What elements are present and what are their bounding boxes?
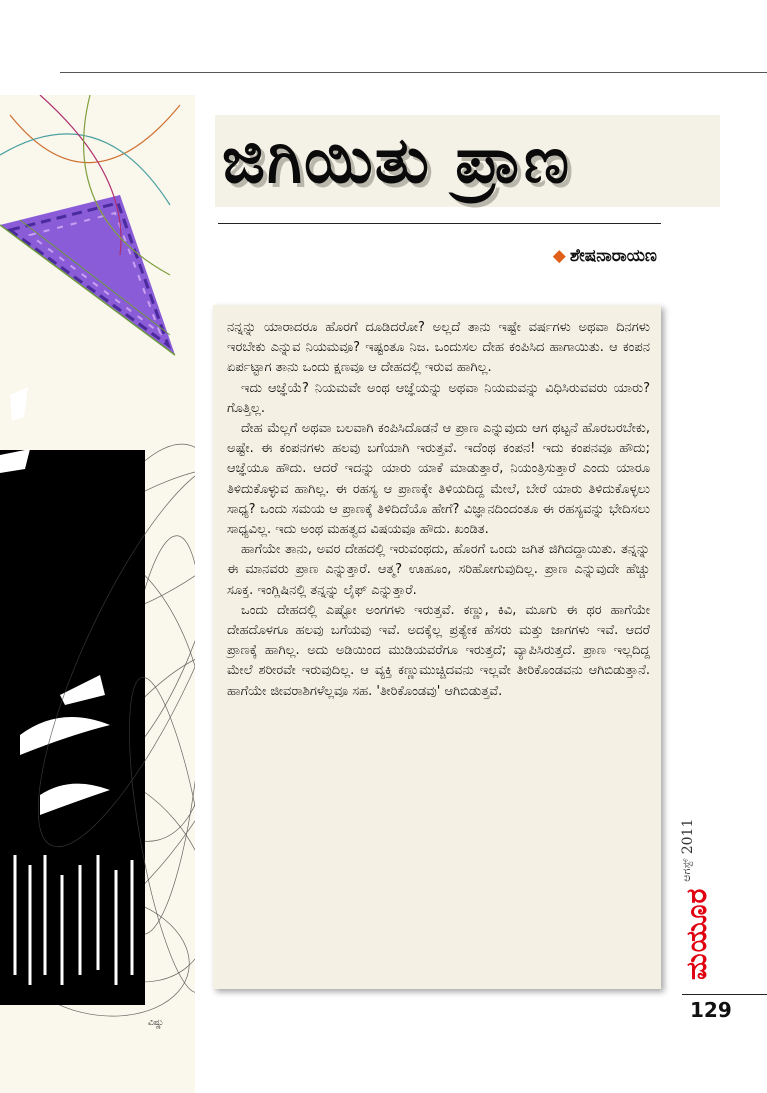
article-paragraph: ಇದು ಆಜ್ಞೆಯೆ? ನಿಯಮವೇ ಅಂಥ ಆಜ್ಞೆಯನ್ನು ಅಥವಾ ನಿಯಮವನ್ನು ವಿಧಿಸಿರುವವರು ಯಾರು? ಗೊತ್ತಿಲ್ಲ. bbox=[227, 380, 650, 416]
abstract-illustration bbox=[0, 95, 195, 1025]
article-paragraph: ಒಂದು ದೇಹದಲ್ಲಿ ಎಷ್ಟೋ ಅಂಗಗಳು ಇರುತ್ತವೆ. ಕಣ್ಣು, ಕಿವಿ, ಮೂಗು ಈ ಥರ ಹಾಗೆಯೇ ದೇಹದೊಳಗೂ ಹಲವು ಬಗೆಯವು ಇವೆ. ಅದಕ್ಕೆಲ್ಲ ಪ್ರತ್ಯೇಕ ಹೆಸರು ಮತ್ತು ಜಾಗಗಳು ಇವೆ. ಆದರೆ ಪ್ರಾಣಕ್ಕೆ ಹಾಗಿಲ್ಲ. ಅದು ಅಡಿಯಿಂದ ಮುಡಿಯವರೆಗೂ ಇರುತ್ತದೆ; ವ್ಯಾಪಿಸಿರುತ್ತದೆ. ಪ್ರಾಣ ಇಲ್ಲದಿದ್ದ ಮೇಲೆ ಶರೀರವೇ ಇರುವುದಿಲ್ಲ. ಆ ವ್ಯಕ್ತಿ ಕಣ್ಣುಮುಚ್ಚಿದವನು ಇಲ್ಲವೇ ತೀರಿಕೊಂಡವನು ಆಗಿಬಿಡುತ್ತಾನೆ. ಹಾಗೆಯೇ ಜೀವರಾಶಿಗಳೆಲ್ಲವೂ ಸಹ. 'ತೀರಿಕೊಂಡವು' ಆಗಿಬಿಡುತ್ತವೆ. bbox=[227, 602, 650, 699]
article-paragraph: ಹಾಗೆಯೇ ತಾನು, ಅವರ ದೇಹದಲ್ಲಿ ಇರುವಂಥದು, ಹೊರಗೆ ಒಂದು ಜಗಿತ ಜಿಗಿದದ್ದಾಯಿತು. ತನ್ನನ್ನು ಈ ಮಾನವರು ಪ್ರಾಣ ಎನ್ನುತ್ತಾರೆ. ಆತ್ಮ? ಊಹೂಂ, ಸರಿಹೋಗುವುದಿಲ್ಲ. ಪ್ರಾಣ ಎನ್ನುವುದೇ ಹೆಚ್ಚು ಸೂಕ್ತ. ಇಂಗ್ಲಿಷಿನಲ್ಲಿ ತನ್ನನ್ನು ಲೈಫ್ ಎನ್ನುತ್ತಾರೆ. bbox=[227, 542, 650, 598]
author-name: ಶೇಷನಾರಾಯಣ bbox=[569, 246, 657, 266]
issue-month: ಆಗಸ್ಟ್ bbox=[680, 858, 693, 882]
byline bbox=[553, 246, 657, 266]
page-rule bbox=[682, 994, 767, 995]
article-title: ಜಿಗಿಯಿತು ಪ್ರಾಣ bbox=[222, 124, 572, 198]
magazine-masthead bbox=[680, 800, 718, 980]
illustration-credit: ವಿಷ್ಣು bbox=[148, 1018, 165, 1028]
article-body bbox=[227, 318, 650, 702]
title-rule bbox=[218, 223, 661, 224]
issue-year: 2011 bbox=[680, 818, 696, 855]
article-paragraph: ನನ್ನನ್ನು ಯಾರಾದರೂ ಹೊರಗೆ ದೂಡಿದರೋ? ಅಲ್ಲದೆ ತಾನು ಇಷ್ಟೇ ವರ್ಷಗಳು ಅಥವಾ ದಿನಗಳು ಇರಬೇಕು ಎನ್ನುವ ನಿಯಮವೂ? ಇಷ್ಟಂತೂ ನಿಜ. ಒಂದುಸಲ ದೇಹ ಕಂಪಿಸಿದ ಹಾಗಾಯಿತು. ಆ ಕಂಪನ ಏರ್ಪಟ್ಟಾಗ ತಾನು ಒಂದು ಕ್ಷಣವೂ ಆ ದೇಹದಲ್ಲಿ ಇರುವ ಹಾಗಿಲ್ಲ. bbox=[227, 320, 650, 376]
page-number: 129 bbox=[690, 998, 732, 1022]
magazine-logo: ಮಯೂರ bbox=[680, 887, 713, 980]
article-paragraph: ದೇಹ ಮೆಲ್ಲಗೆ ಅಥವಾ ಬಲವಾಗಿ ಕಂಪಿಸಿದೊಡನೆ ಆ ಪ್ರಾಣ ಎನ್ನುವುದು ಆಗ ಥಟ್ಟನೆ ಹೊರಬರಬೇಕು, ಅಷ್ಟೇ. ಈ ಕಂಪನಗಳು ಹಲವು ಬಗೆಯಾಗಿ ಇರುತ್ತವೆ. ಇದೆಂಥ ಕಂಪನ! ಇದು ಕಂಪನವೂ ಹೌದು; ಆಜ್ಞೆಯೂ ಹೌದು. ಆದರೆ ಇದನ್ನು ಯಾರು ಯಾಕೆ ಮಾಡುತ್ತಾರೆ, ನಿಯಂತ್ರಿಸುತ್ತಾರೆ ಎಂದು ಯಾರೂ ತಿಳಿದುಕೊಳ್ಳುವ ಹಾಗಿಲ್ಲ. ಈ ರಹಸ್ಯ ಆ ಪ್ರಾಣಕ್ಕೇ ತಿಳಿಯದಿದ್ದ ಮೇಲೆ, ಬೇರೆ ಯಾರು ತಿಳಿದುಕೊಳ್ಳಲು ಸಾಧ್ಯ? ಒಂದು ಸಮಯ ಆ ಪ್ರಾಣಕ್ಕೆ ತಿಳಿದಿದೆಯೊ ಹೇಗೆ? ವಿಜ್ಞಾನದಿಂದಂತೂ ಈ ರಹಸ್ಯವನ್ನು ಭೇದಿಸಲು ಸಾಧ್ಯವಿಲ್ಲ. ಇದು ಅಂಥ ಮಹತ್ವದ ವಿಷಯವೂ ಹೌದು. ಖಂಡಿತ. bbox=[227, 421, 650, 538]
top-rule bbox=[60, 72, 767, 73]
diamond-bullet-icon: ◆ bbox=[552, 246, 566, 266]
